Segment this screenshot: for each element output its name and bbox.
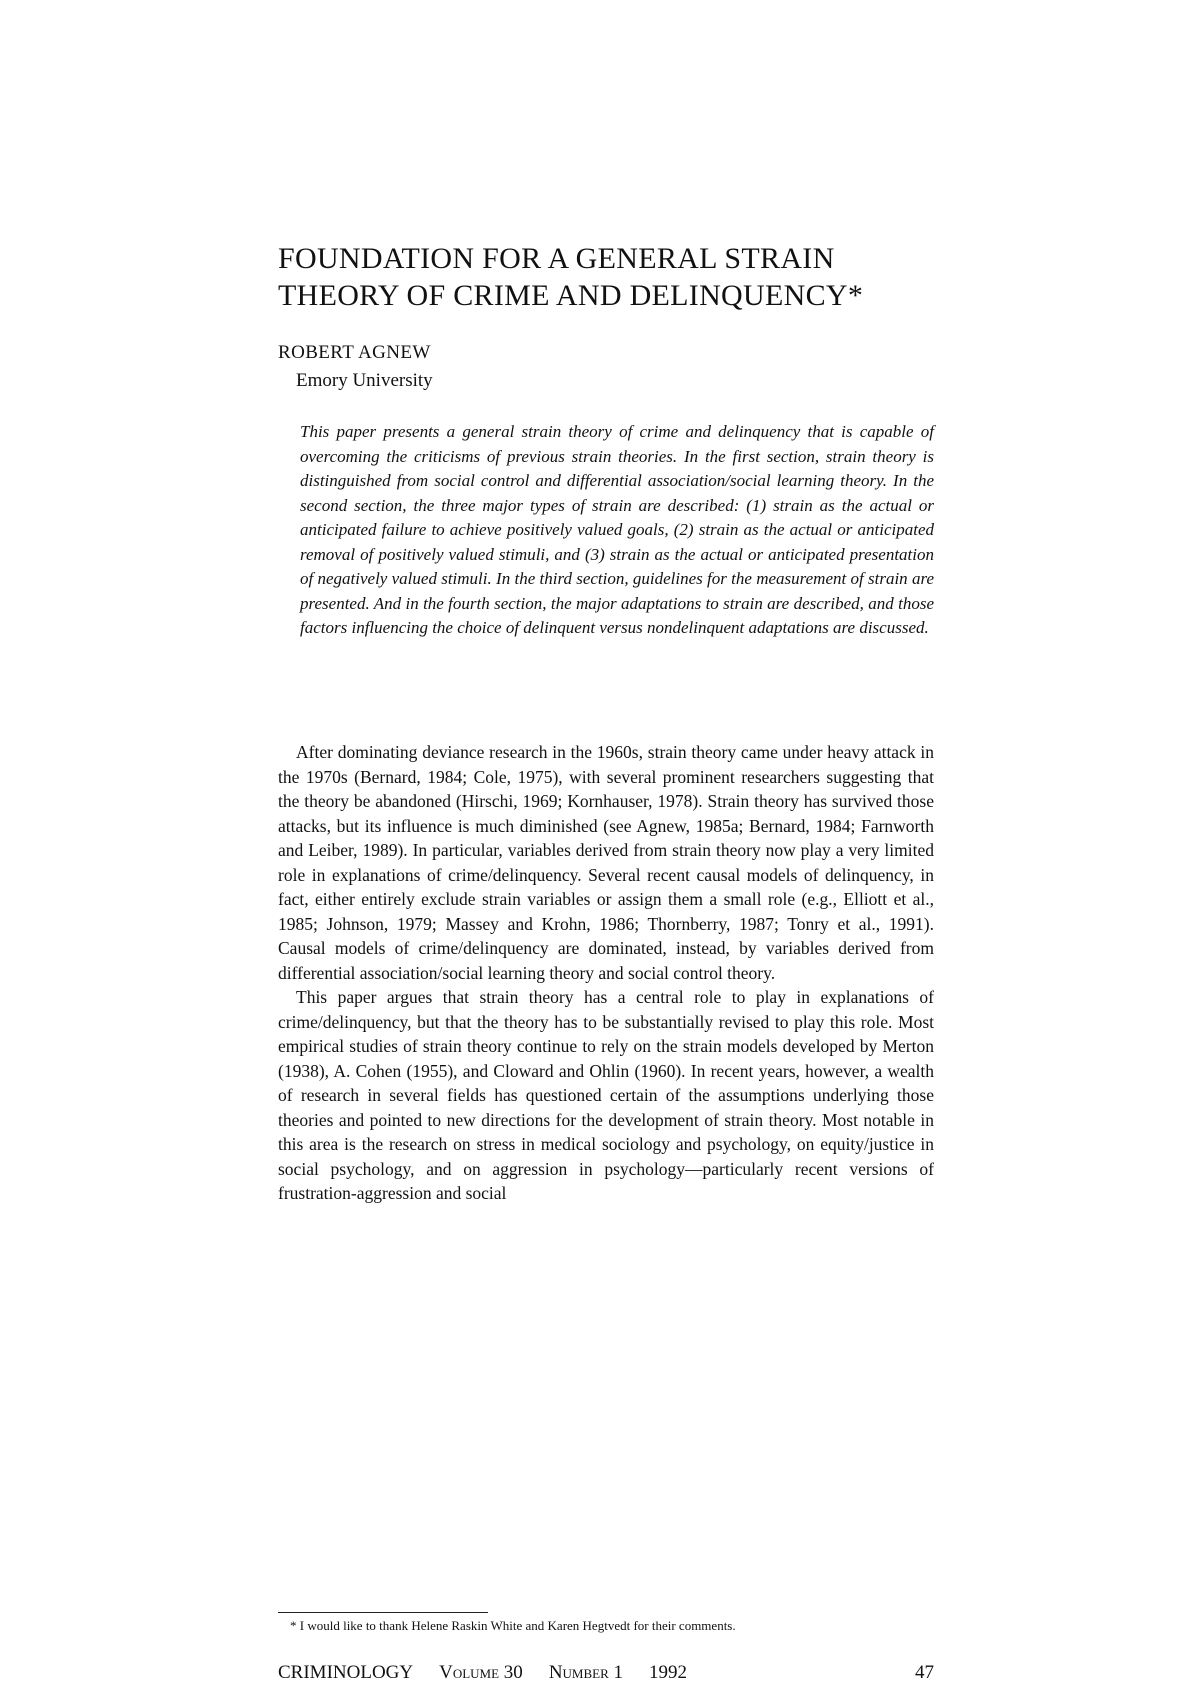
journal-name: CRIMINOLOGY: [278, 1662, 414, 1683]
page-number: 47: [915, 1662, 934, 1683]
body-paragraph-1: After dominating deviance research in the 1960s, strain theory came under heavy attack in the 1970s (Bernard, 1984; Cole, 1975), with several prominent researchers suggesting that the theory be abandoned (Hirschi, 1969; Kornhauser, 1978). Strain theory has survived those attacks, but its influence is much diminished (see Agnew, 1985a; Bernard, 1984; Farnworth and Leiber, 1989). In particular, variables derived from strain theory now play a very limited role in explanations of crime/delinquency. Several recent causal models of delinquency, in fact, either entirely exclude strain variables or assign them a small role (e.g., Elliott et al., 1985; Johnson, 1979; Massey and Krohn, 1986; Thornberry, 1987; Tonry et al., 1991). Causal models of crime/delinquency are dominated, instead, by variables derived from differential association/social learning theory and social control theory.: [278, 742, 934, 983]
journal-volume: Volume 30: [439, 1662, 523, 1683]
title-line-2: THEORY OF CRIME AND DELINQUENCY*: [278, 279, 864, 312]
journal-footer: [278, 1662, 934, 1684]
journal-number: Number 1: [548, 1662, 624, 1683]
title-line-1: FOUNDATION FOR A GENERAL STRAIN: [278, 242, 835, 275]
body-text: [278, 740, 934, 1206]
journal-year: 1992: [649, 1662, 688, 1683]
abstract: This paper presents a general strain theory of crime and delinquency that is capable of overcoming the criticisms of previous strain theories. In the first section, strain theory is distinguished from social control and differential association/social learning theory. In the second section, the three major types of strain are described: (1) strain as the actual or anticipated failure to achieve positively valued goals, (2) strain as the actual or anticipated removal of positively valued stimuli, and (3) strain as the actual or anticipated presentation of negatively valued stimuli. In the third section, guidelines for the measurement of strain are presented. And in the fourth section, the major adaptations to strain are described, and those factors influencing the choice of delinquent versus nondelinquent adaptations are discussed.: [300, 422, 934, 637]
footnote: * I would like to thank Helene Raskin White and Karen Hegtvedt for their comments.: [290, 1618, 736, 1633]
author-name: ROBERT AGNEW: [278, 342, 431, 363]
body-paragraph-2: This paper argues that strain theory has a central role to play in explanations of crime/delinquency, but that the theory has to be substantially revised to play this role. Most empirical studies of strain theory continue to rely on the strain models developed by Merton (1938), A. Cohen (1955), and Cloward and Ohlin (1960). In recent years, however, a wealth of research in several fields has questioned certain of the assumptions underlying those theories and pointed to new directions for the development of strain theory. Most notable in this area is the research on stress in medical sociology and psychology, on equity/justice in social psychology, and on aggression in psychology—particularly recent versions of frustration-aggression and social: [278, 987, 934, 1203]
author-affiliation: Emory University: [296, 370, 433, 391]
article-title: [278, 240, 958, 314]
footnote-divider: [278, 1612, 488, 1613]
